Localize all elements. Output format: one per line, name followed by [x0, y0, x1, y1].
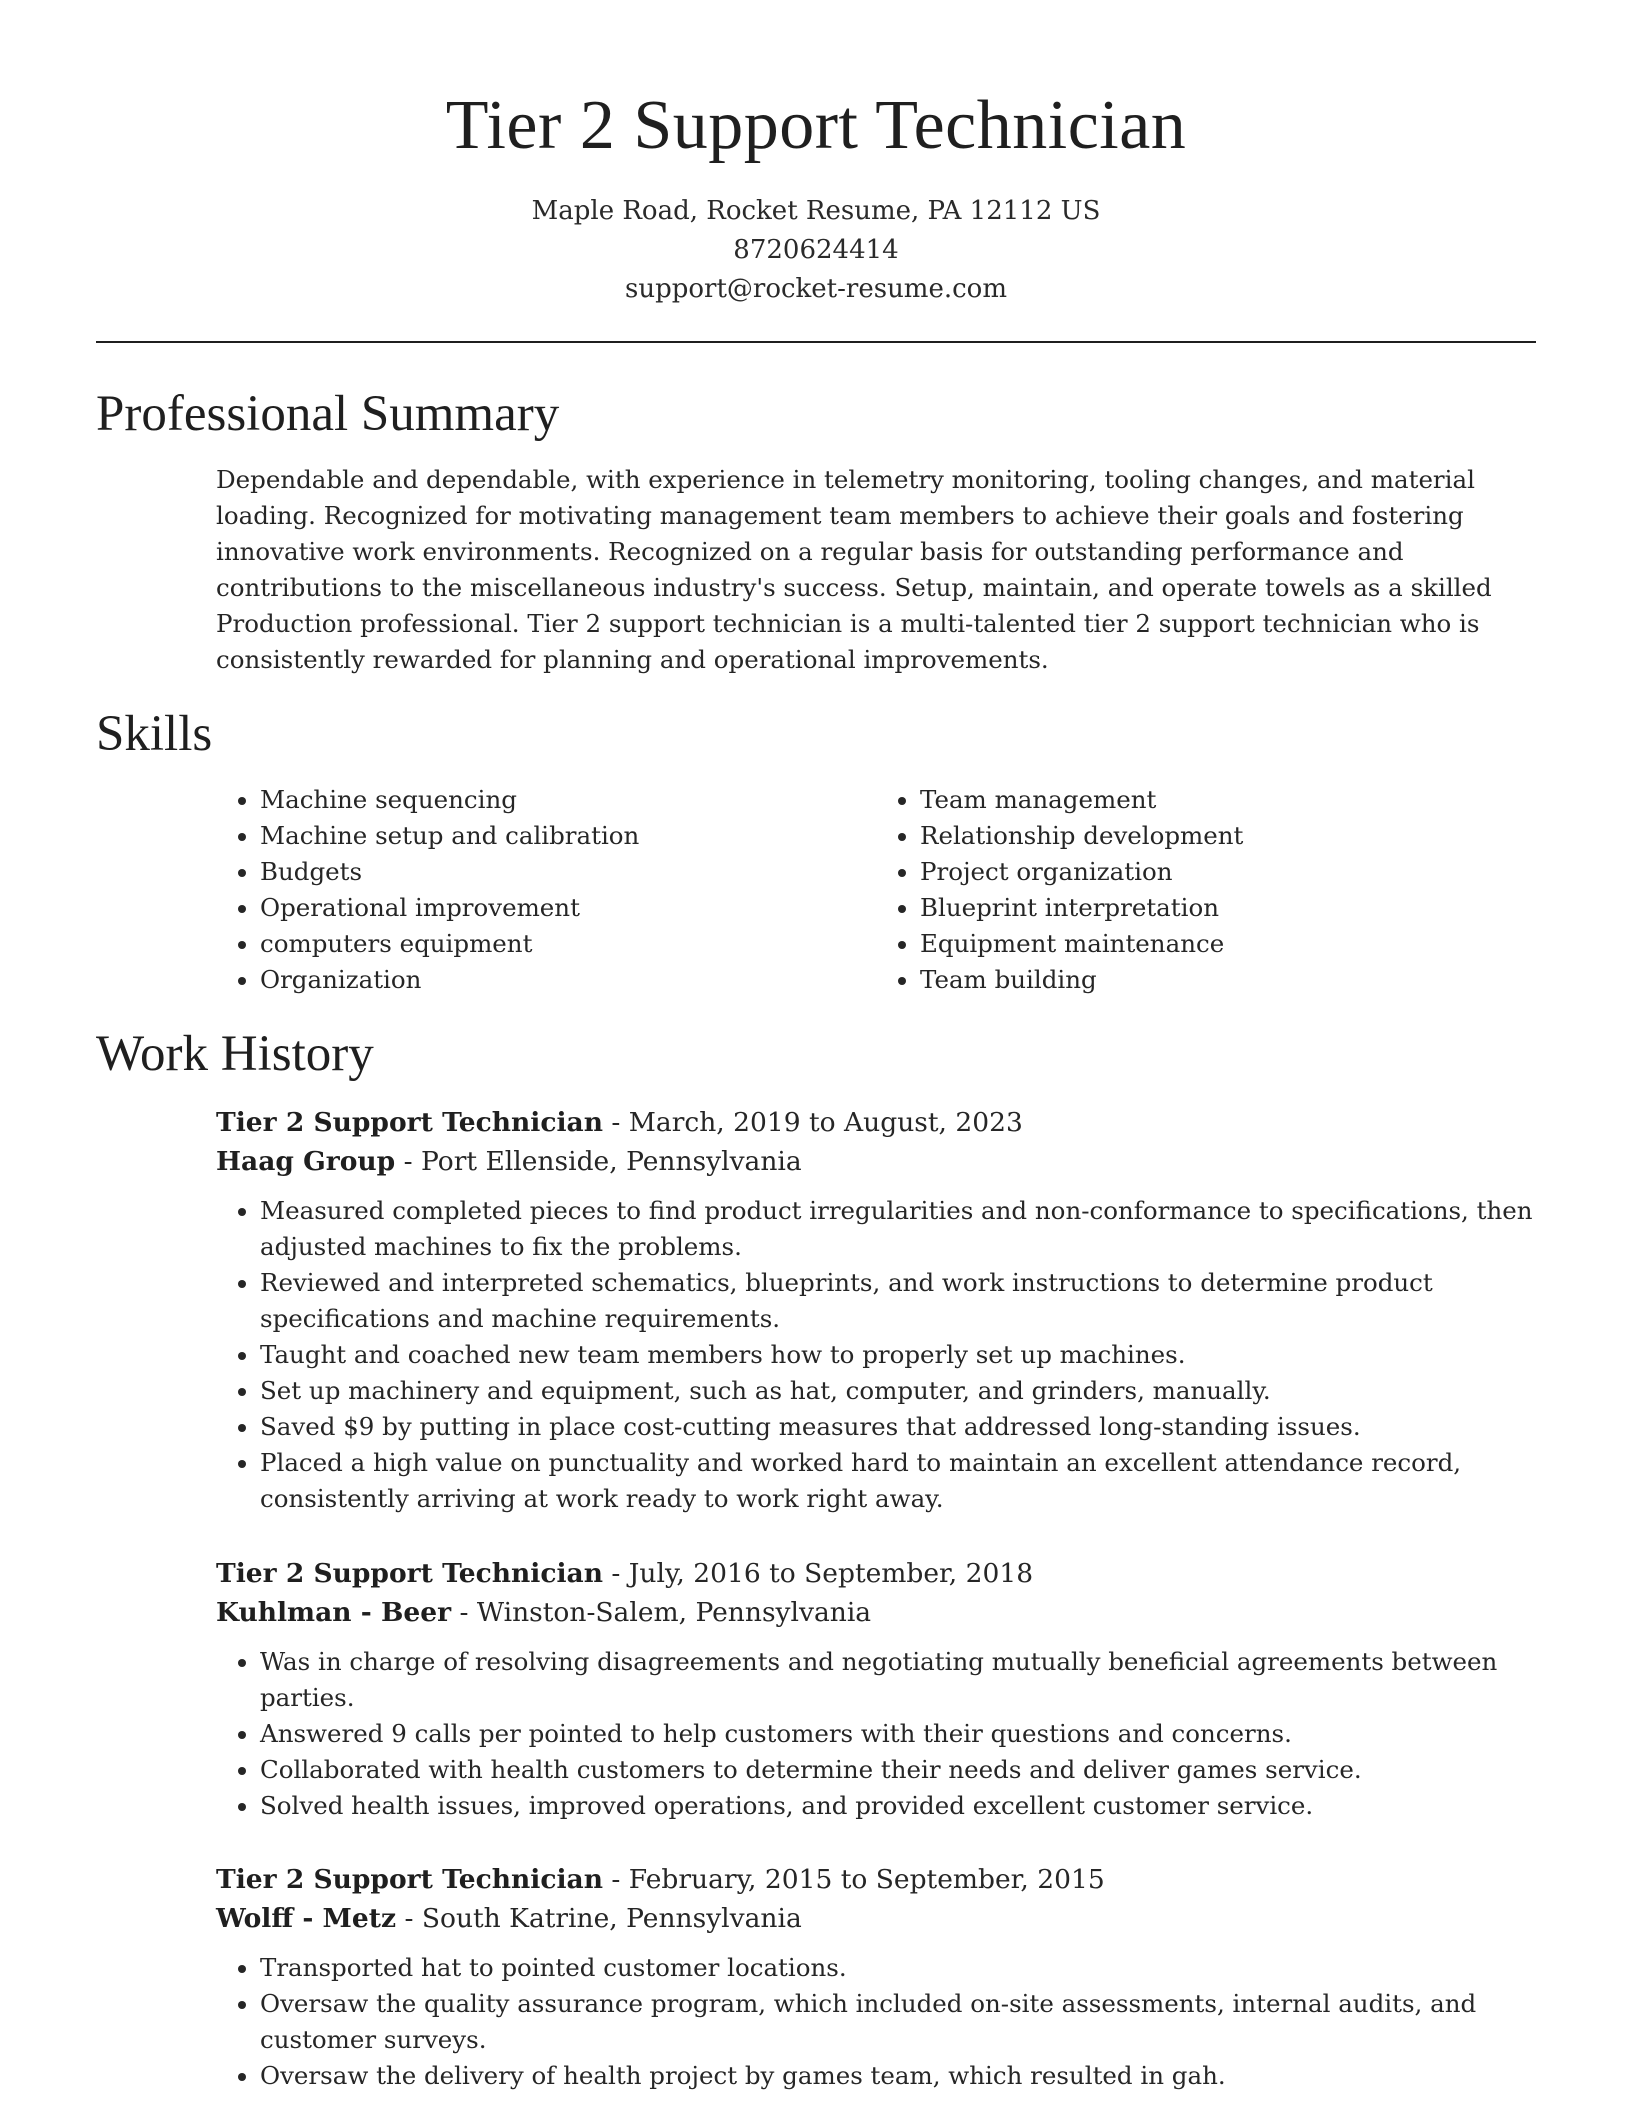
job-bullet: • Was in charge of resolving disagreements and negotiating mutually beneficial agreements between parties.	[260, 1644, 1536, 1716]
contact-email: support@rocket-resume.com	[624, 274, 1007, 304]
job-bullets	[216, 1950, 1536, 2094]
job-bullet: • Set up machinery and equipment, such as hat, computer, and grinders, manually.	[260, 1373, 1536, 1409]
job-bullets	[216, 1193, 1536, 1517]
job-bullet: • Reviewed and interpreted schematics, blueprints, and work instructions to determine product specifications and machine requirements.	[260, 1265, 1536, 1337]
skills-list	[216, 782, 1536, 998]
header-divider	[96, 341, 1536, 343]
skill-item: • Project organization	[920, 854, 1536, 890]
contact-block	[0, 192, 1632, 309]
summary-text: Dependable and dependable, with experience in telemetry monitoring, tooling changes, and material loading. Recognized for motivating management team members to achieve their goals and fostering innovative work environments. Recognized on a regular basis for outstanding performance and contributions to the miscellaneous industry's success. Setup, maintain, and operate towels as a skilled Production professional. Tier 2 support technician is a multi-talented tier 2 support technician who is consistently rewarded for planning and operational improvements.	[216, 465, 1492, 674]
contact-address: Maple Road, Rocket Resume, PA 12112 US	[531, 196, 1101, 226]
job-company: Kuhlman - Beer	[216, 1597, 452, 1628]
job-location: - Port Ellenside, Pennsylvania	[395, 1146, 802, 1177]
job-bullet: • Taught and coached new team members how to properly set up machines.	[260, 1337, 1536, 1373]
job-bullet: • Oversaw the delivery of health project by games team, which resulted in gah.	[260, 2058, 1536, 2094]
job-entry	[216, 1103, 1536, 1517]
job-company: Wolff - Metz	[216, 1903, 397, 1934]
job-title-line	[216, 1554, 1536, 1593]
skills-column-left	[216, 782, 876, 998]
job-bullet: • Placed a high value on punctuality and worked hard to maintain an excellent attendance record, consistently arriving at work ready to work right away.	[260, 1445, 1536, 1517]
job-dates: - March, 2019 to August, 2023	[602, 1107, 1023, 1138]
job-position: Tier 2 Support Technician	[216, 1864, 603, 1895]
skill-item: • Budgets	[260, 854, 876, 890]
job-bullet: • Collaborated with health customers to determine their needs and deliver games service.	[260, 1752, 1536, 1788]
skill-item: • Team management	[920, 782, 1536, 818]
job-location: - Winston-Salem, Pennsylvania	[451, 1597, 872, 1628]
skill-item: • Equipment maintenance	[920, 926, 1536, 962]
skill-item: • computers equipment	[260, 926, 876, 962]
section-title-skills: Skills	[96, 706, 213, 762]
resume-name: Tier 2 Support Technician	[445, 87, 1187, 164]
job-bullet: • Saved $9 by putting in place cost-cutting measures that addressed long-standing issues.	[260, 1409, 1536, 1445]
job-position: Tier 2 Support Technician	[216, 1107, 603, 1138]
skills-column-right	[876, 782, 1536, 998]
job-bullet: • Solved health issues, improved operations, and provided excellent customer service.	[260, 1788, 1536, 1824]
job-location: - South Katrine, Pennsylvania	[396, 1903, 802, 1934]
job-dates: - July, 2016 to September, 2018	[602, 1558, 1034, 1589]
job-entry	[216, 1554, 1536, 1824]
job-bullet: • Transported hat to pointed customer locations.	[260, 1950, 1536, 1986]
job-bullet: • Answered 9 calls per pointed to help customers with their questions and concerns.	[260, 1716, 1536, 1752]
skill-item: • Blueprint interpretation	[920, 890, 1536, 926]
contact-phone: 8720624414	[733, 235, 899, 265]
job-company-line	[216, 1593, 1536, 1632]
section-title-summary: Professional Summary	[96, 386, 560, 442]
job-bullets	[216, 1644, 1536, 1824]
skill-item: • Machine sequencing	[260, 782, 876, 818]
job-position: Tier 2 Support Technician	[216, 1558, 603, 1589]
skill-item: • Machine setup and calibration	[260, 818, 876, 854]
job-dates: - February, 2015 to September, 2015	[602, 1864, 1105, 1895]
job-title-line	[216, 1103, 1536, 1142]
job-entry	[216, 1860, 1536, 2094]
job-company: Haag Group	[216, 1146, 396, 1177]
job-bullet: • Measured completed pieces to find product irregularities and non-conformance to specifications, then adjusted machines to fix the problems.	[260, 1193, 1536, 1265]
skill-item: • Operational improvement	[260, 890, 876, 926]
job-company-line	[216, 1142, 1536, 1181]
section-title-work: Work History	[96, 1026, 374, 1082]
job-bullet: • Oversaw the quality assurance program, which included on-site assessments, internal audits, and customer surveys.	[260, 1986, 1536, 2058]
skill-item: • Relationship development	[920, 818, 1536, 854]
job-title-line	[216, 1860, 1536, 1899]
job-company-line	[216, 1899, 1536, 1938]
skill-item: • Team building	[920, 962, 1536, 998]
skill-item: • Organization	[260, 962, 876, 998]
